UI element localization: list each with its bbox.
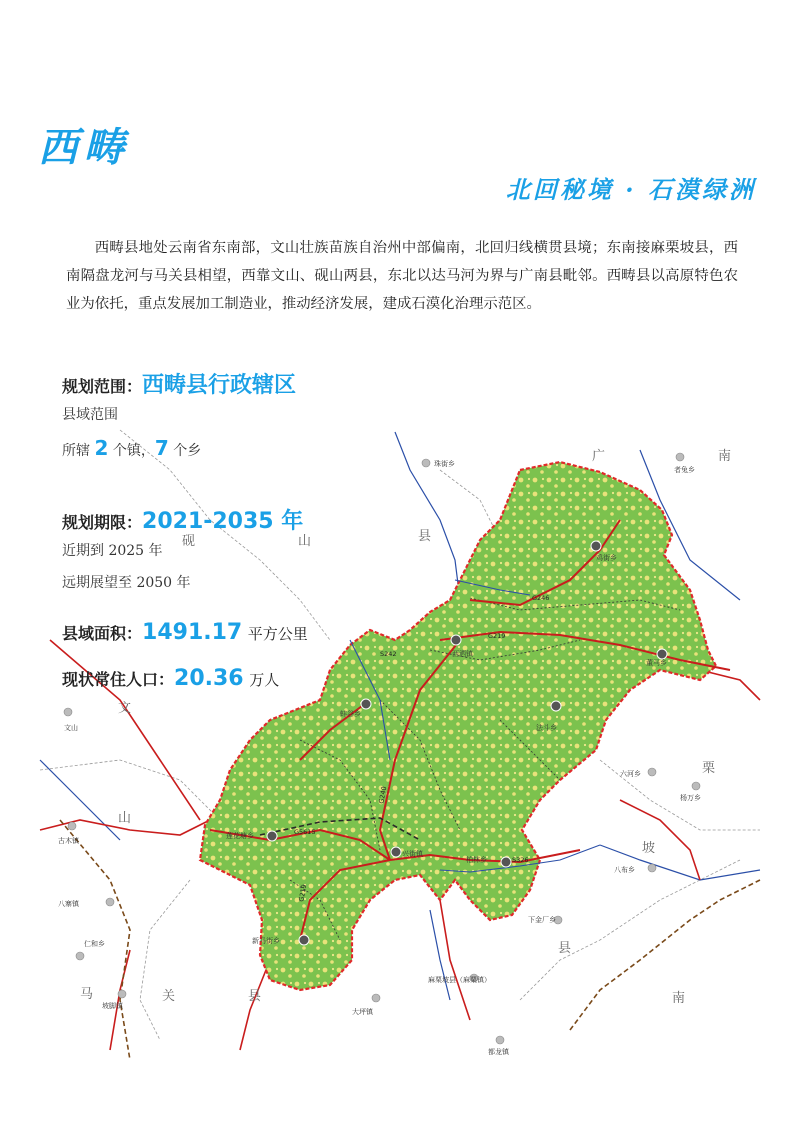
road-label: S326 bbox=[512, 856, 529, 864]
slogan: 北回秘境 · 石漠绿洲 bbox=[505, 175, 756, 204]
place-label: 珠街乡 bbox=[434, 460, 455, 468]
place-label: 下金厂乡 bbox=[528, 916, 556, 924]
region-label: 关 bbox=[162, 989, 176, 1004]
town-icon bbox=[657, 649, 667, 659]
place-label: 杨万乡 bbox=[680, 794, 701, 802]
town-icon bbox=[551, 701, 561, 711]
period-value: 2021-2035 年 bbox=[142, 509, 304, 534]
area-unit: 平方公里 bbox=[247, 625, 308, 643]
road-label: S242 bbox=[380, 650, 397, 658]
place-icon bbox=[648, 864, 656, 872]
region-label: 马 bbox=[80, 987, 94, 1002]
population-label bbox=[62, 666, 279, 691]
town-icon bbox=[361, 699, 371, 709]
scope-sub: 县域范围 bbox=[62, 407, 118, 423]
region-label: 县 bbox=[418, 529, 432, 544]
town-icon bbox=[267, 831, 277, 841]
towns-unit: 个镇， bbox=[112, 443, 155, 459]
long-term: 远期展望至 2050 年 bbox=[62, 575, 191, 591]
xichou-county-area bbox=[200, 462, 716, 990]
town-icon bbox=[391, 847, 401, 857]
place-label: 者兔乡 bbox=[674, 466, 695, 474]
town-label: 蚌谷乡 bbox=[340, 710, 361, 718]
place-label: 都龙镇 bbox=[488, 1048, 509, 1056]
town-label: 西洒镇 bbox=[452, 650, 473, 658]
towns-count: 2 bbox=[94, 436, 109, 460]
population-unit: 万人 bbox=[249, 671, 280, 689]
place-icon bbox=[106, 898, 114, 906]
place-icon bbox=[372, 994, 380, 1002]
period-label-text: 规划期限： bbox=[62, 513, 143, 532]
place-icon bbox=[68, 822, 76, 830]
region-label: 文 bbox=[118, 701, 132, 716]
region-label: 县 bbox=[248, 989, 262, 1004]
region-label: 县 bbox=[558, 941, 572, 956]
area-value: 1491.17 bbox=[142, 620, 243, 645]
place-label: 八布乡 bbox=[614, 866, 635, 874]
place-icon bbox=[422, 459, 430, 467]
place-label: 仁和乡 bbox=[84, 940, 105, 948]
place-label: 麻栗坡县（麻栗镇） bbox=[428, 976, 491, 984]
place-icon bbox=[692, 782, 700, 790]
road-label: G246 bbox=[532, 594, 550, 602]
area-label bbox=[62, 620, 308, 645]
road-label: G5615 bbox=[294, 828, 316, 836]
place-icon bbox=[496, 1036, 504, 1044]
town-label: 董马乡 bbox=[646, 659, 667, 667]
region-label: 砚 bbox=[182, 534, 196, 549]
place-label: 八寨镇 bbox=[58, 900, 79, 908]
place-icon bbox=[76, 952, 84, 960]
page-title: 西畴 bbox=[38, 124, 130, 171]
jurisdiction-prefix: 所辖 bbox=[62, 443, 90, 459]
area-label-text: 县域面积： bbox=[62, 624, 143, 643]
town-label: 莲花塘乡 bbox=[226, 832, 254, 840]
population-label-text: 现状常住人口： bbox=[62, 670, 175, 689]
jurisdiction bbox=[62, 436, 201, 460]
region-label: 山 bbox=[298, 534, 312, 549]
region-label: 南 bbox=[672, 991, 686, 1006]
place-label: 文山 bbox=[64, 724, 78, 732]
town-label: 鸡街乡 bbox=[596, 554, 617, 562]
place-icon bbox=[64, 708, 72, 716]
region-label: 山 bbox=[118, 811, 132, 826]
town-icon bbox=[299, 935, 309, 945]
place-label: 大坪镇 bbox=[352, 1008, 373, 1016]
townships-count: 7 bbox=[154, 436, 169, 460]
region-label: 栗 bbox=[702, 761, 716, 776]
town-icon bbox=[501, 857, 511, 867]
town-label: 新马街乡 bbox=[252, 937, 280, 945]
place-label: 古木镇 bbox=[58, 837, 79, 845]
road-label: G219 bbox=[488, 632, 506, 640]
townships-unit: 个乡 bbox=[173, 443, 202, 459]
town-label: 柏林乡 bbox=[466, 856, 487, 864]
road-label: G240 bbox=[377, 785, 389, 805]
town-icon bbox=[451, 635, 461, 645]
scope-label bbox=[62, 368, 296, 399]
period-label bbox=[62, 504, 303, 535]
place-icon bbox=[118, 990, 126, 998]
scope-label-text: 规划范围： bbox=[62, 377, 143, 396]
near-term: 近期到 2025 年 bbox=[62, 543, 163, 559]
town-icon bbox=[591, 541, 601, 551]
region-label: 南 bbox=[718, 449, 732, 464]
region-label: 坡 bbox=[642, 841, 656, 856]
population-value: 20.36 bbox=[174, 666, 244, 691]
place-icon bbox=[676, 453, 684, 461]
town-label: 兴街镇 bbox=[402, 850, 423, 858]
region-label: 广 bbox=[592, 449, 606, 464]
intro-paragraph: 西畴县地处云南省东南部，文山壮族苗族自治州中部偏南，北回归线横贯县境；东南接麻栗坡县，西南隔盘龙河与马关县相望，西靠文山、砚山两县，东北以达马河为界与广南县毗邻。西畴县以高原特色农业为依托，重点发展加工制造业，推动经济发展，建成石漠化治理示范区。 bbox=[66, 240, 738, 312]
place-icon bbox=[648, 768, 656, 776]
road-label: G219 bbox=[297, 883, 309, 903]
scope-value: 西畴县行政辖区 bbox=[142, 373, 297, 398]
place-label: 六河乡 bbox=[620, 770, 641, 778]
place-label: 坡脚镇 bbox=[102, 1002, 123, 1010]
town-label: 法斗乡 bbox=[536, 724, 557, 732]
